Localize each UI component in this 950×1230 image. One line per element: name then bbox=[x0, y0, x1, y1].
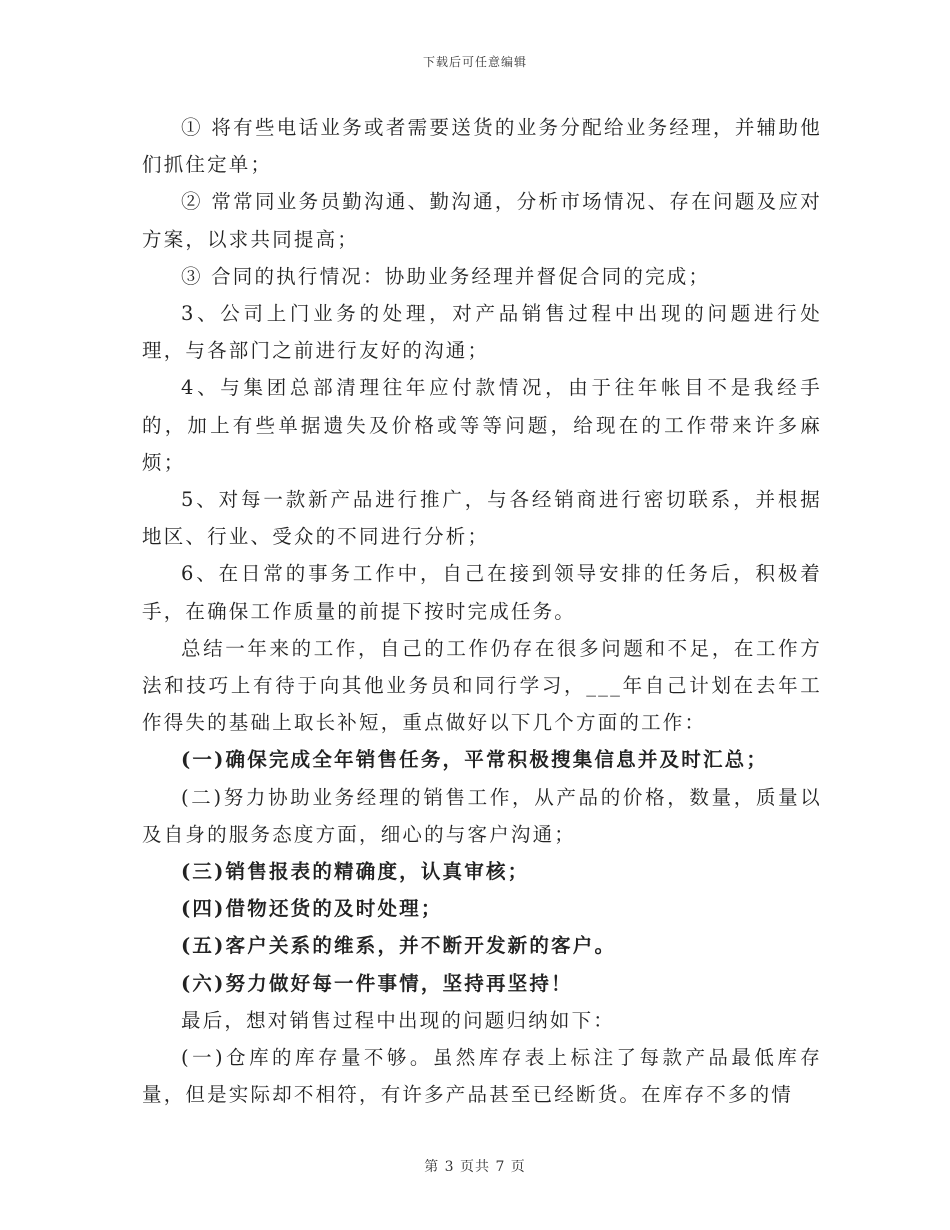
paragraph-16: (一)仓库的库存量不够。虽然库存表上标注了每款产品最低库存量，但是实际却不相符，有许多产品甚至已经断货。在库存不多的情 bbox=[142, 1046, 823, 1107]
page-header: 下载后可任意编辑 bbox=[422, 55, 527, 69]
paragraph-4: 3、公司上门业务的处理，对产品销售过程中出现的问题进行处理，与各部门之前进行友好的沟通； bbox=[142, 302, 822, 363]
paragraph-8: 总结一年来的工作，自己的工作仍存在很多问题和不足，在工作方法和技巧上有待于向其他业务员和同行学习，___年自己计划在去年工作得失的基础上取长补短，重点做好以下几个方面的工作： bbox=[142, 636, 822, 735]
paragraph-3: ③ 合同的执行情况：协助业务经理并督促合同的完成； bbox=[181, 264, 711, 288]
paragraph-2: ② 常常同业务员勤沟通、勤沟通，分析市场情况、存在问题及应对方案，以求共同提高； bbox=[142, 190, 822, 251]
paragraph-14: (六)努力做好每一件事情，坚持再坚持！ bbox=[181, 971, 573, 995]
paragraph-10: (二)努力协助业务经理的销售工作，从产品的价格，数量，质量以及自身的服务态度方面，细心的与客户沟通； bbox=[142, 785, 822, 846]
page-footer: 第 3 页共 7 页 bbox=[424, 1159, 526, 1175]
paragraph-9: (一)确保完成全年销售任务，平常积极搜集信息并及时汇总； bbox=[181, 748, 769, 772]
paragraph-5: 4、与集团总部清理往年应付款情况，由于往年帐目不是我经手的，加上有些单据遗失及价格或等等问题，给现在的工作带来许多麻烦； bbox=[142, 376, 822, 474]
paragraph-15: 最后，想对销售过程中出现的问题归纳如下： bbox=[181, 1008, 616, 1032]
paragraph-12: (四)借物还货的及时处理； bbox=[181, 897, 443, 921]
document-body bbox=[142, 109, 822, 1113]
paragraph-13: (五)客户关系的维系，并不断开发新的客户。 bbox=[181, 934, 617, 958]
paragraph-11: (三)销售报表的精确度，认真审核； bbox=[181, 860, 530, 884]
paragraph-7: 6、在日常的事务工作中，自己在接到领导安排的任务后，积极着手，在确保工作质量的前提下按时完成任务。 bbox=[142, 562, 822, 623]
paragraph-1: ① 将有些电话业务或者需要送货的业务分配给业务经理，并辅助他们抓住定单； bbox=[142, 116, 822, 177]
paragraph-6: 5、对每一款新产品进行推广，与各经销商进行密切联系，并根据地区、行业、受众的不同进行分析； bbox=[142, 488, 822, 549]
